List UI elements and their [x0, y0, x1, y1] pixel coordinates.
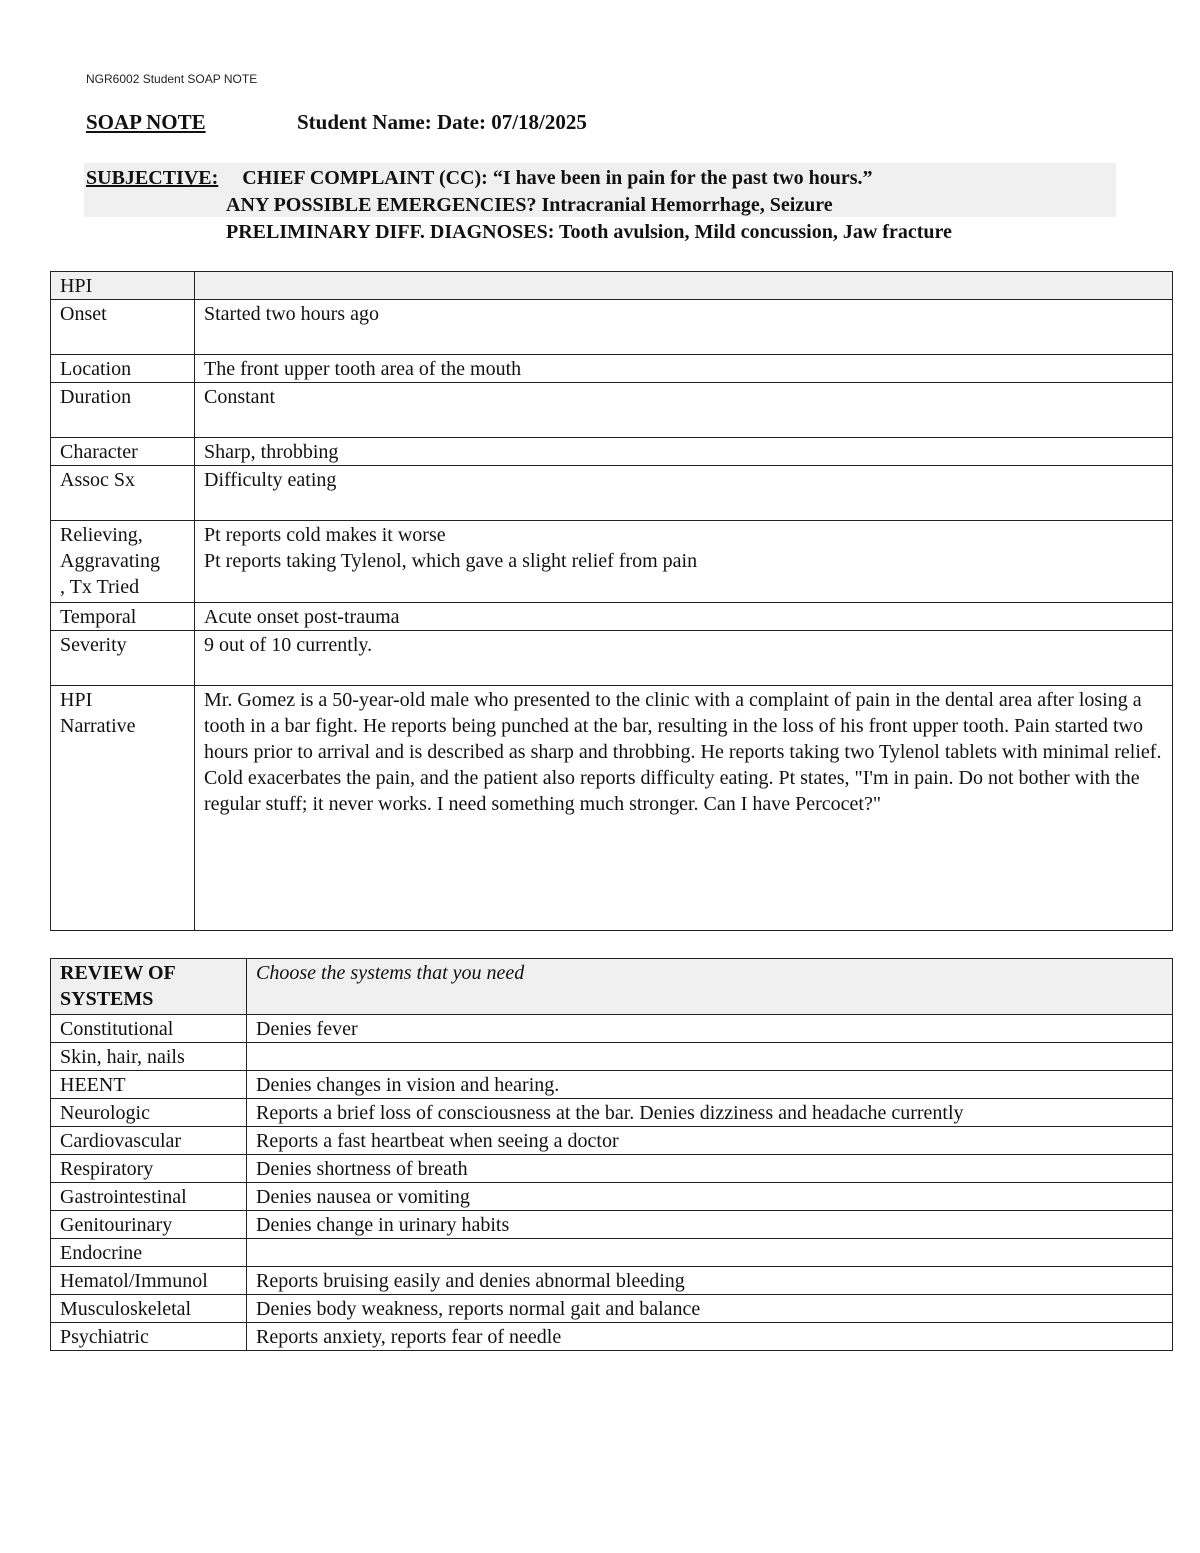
ros-label: Genitourinary: [51, 1211, 247, 1239]
hpi-label: HPI Narrative: [51, 686, 195, 931]
table-row: [51, 1015, 1173, 1043]
ros-value: Reports a fast heartbeat when seeing a doctor: [247, 1127, 1173, 1155]
hpi-table: [50, 271, 1173, 931]
ros-value: Denies fever: [247, 1015, 1173, 1043]
ros-label: Constitutional: [51, 1015, 247, 1043]
ros-value: [247, 1239, 1173, 1267]
table-row: [51, 686, 1173, 931]
ros-label: Hematol/Immunol: [51, 1267, 247, 1295]
hpi-value: Constant: [195, 383, 1173, 438]
ros-label: Endocrine: [51, 1239, 247, 1267]
ros-label: Musculoskeletal: [51, 1295, 247, 1323]
student-name-date: Student Name: Date: 07/18/2025: [297, 110, 587, 134]
hpi-header-label: HPI: [51, 272, 195, 300]
hpi-value: Started two hours ago: [195, 300, 1173, 355]
hpi-header-blank: [195, 272, 1173, 300]
table-row: [51, 1323, 1173, 1351]
ros-value: Reports bruising easily and denies abnormal bleeding: [247, 1267, 1173, 1295]
hpi-label: Assoc Sx: [51, 466, 195, 521]
table-row: [51, 1043, 1173, 1071]
ros-label: Psychiatric: [51, 1323, 247, 1351]
ros-label: Neurologic: [51, 1099, 247, 1127]
ros-value: Denies changes in vision and hearing.: [247, 1071, 1173, 1099]
ros-label: Respiratory: [51, 1155, 247, 1183]
table-row: [51, 355, 1173, 383]
subjective-cc-line: [86, 167, 873, 190]
hpi-label: Temporal: [51, 603, 195, 631]
table-row: [51, 1183, 1173, 1211]
table-row: [51, 1295, 1173, 1323]
hpi-header-row: [51, 272, 1173, 300]
table-row: [51, 1267, 1173, 1295]
chief-complaint: CHIEF COMPLAINT (CC): “I have been in pain for the past two hours.”: [242, 167, 873, 189]
hpi-label: Severity: [51, 631, 195, 686]
title-line: [86, 110, 587, 135]
ros-label: HEENT: [51, 1071, 247, 1099]
table-row: [51, 466, 1173, 521]
hpi-label: Relieving, Aggravating , Tx Tried: [51, 521, 195, 603]
ros-value: Denies nausea or vomiting: [247, 1183, 1173, 1211]
table-row: [51, 521, 1173, 603]
ros-value: [247, 1043, 1173, 1071]
hpi-value: The front upper tooth area of the mouth: [195, 355, 1173, 383]
ros-header-row: [51, 959, 1173, 1015]
ros-value: Reports a brief loss of consciousness at the bar. Denies dizziness and headache currently: [247, 1099, 1173, 1127]
ros-value: Denies change in urinary habits: [247, 1211, 1173, 1239]
table-row: [51, 1099, 1173, 1127]
table-row: [51, 603, 1173, 631]
hpi-narrative: Mr. Gomez is a 50-year-old male who presented to the clinic with a complaint of pain in the dental area after losing a tooth in a bar fight. He reports being punched at the bar, resulting in the loss of his front upper tooth. Pain started two hours prior to arrival and is described as sharp and throbbing. He reports taking two Tylenol tablets with minimal relief. Cold exacerbates the pain, and the patient also reports difficulty eating. Pt states, "I'm in pain. Do not bother with the regular stuff; it never works. I need something much stronger. Can I have Percocet?": [195, 686, 1173, 931]
soap-note-title: SOAP NOTE: [86, 110, 206, 134]
table-row: [51, 1239, 1173, 1267]
table-row: [51, 300, 1173, 355]
table-row: [51, 1071, 1173, 1099]
subjective-label: SUBJECTIVE:: [86, 167, 219, 189]
ros-label: Gastrointestinal: [51, 1183, 247, 1211]
hpi-value: Sharp, throbbing: [195, 438, 1173, 466]
ros-label: Cardiovascular: [51, 1127, 247, 1155]
preliminary-diagnoses: PRELIMINARY DIFF. DIAGNOSES: Tooth avulsion, Mild concussion, Jaw fracture: [226, 221, 952, 243]
ros-label: Skin, hair, nails: [51, 1043, 247, 1071]
ros-value: Reports anxiety, reports fear of needle: [247, 1323, 1173, 1351]
hpi-value: Pt reports cold makes it worse Pt reports taking Tylenol, which gave a slight relief from pain: [195, 521, 1173, 603]
ros-value: Denies body weakness, reports normal gait and balance: [247, 1295, 1173, 1323]
table-row: [51, 1127, 1173, 1155]
running-header: NGR6002 Student SOAP NOTE: [86, 72, 258, 86]
hpi-label: Character: [51, 438, 195, 466]
hpi-label: Duration: [51, 383, 195, 438]
hpi-label: Onset: [51, 300, 195, 355]
hpi-value: Difficulty eating: [195, 466, 1173, 521]
ros-value: Denies shortness of breath: [247, 1155, 1173, 1183]
hpi-value: 9 out of 10 currently.: [195, 631, 1173, 686]
possible-emergencies: ANY POSSIBLE EMERGENCIES? Intracranial Hemorrhage, Seizure: [226, 194, 833, 216]
ros-instruction: Choose the systems that you need: [247, 959, 1173, 1015]
table-row: [51, 1211, 1173, 1239]
hpi-label: Location: [51, 355, 195, 383]
ros-header-label: REVIEW OF SYSTEMS: [51, 959, 247, 1015]
table-row: [51, 383, 1173, 438]
table-row: [51, 1155, 1173, 1183]
ros-table: [50, 958, 1173, 1351]
table-row: [51, 438, 1173, 466]
hpi-value: Acute onset post-trauma: [195, 603, 1173, 631]
table-row: [51, 631, 1173, 686]
